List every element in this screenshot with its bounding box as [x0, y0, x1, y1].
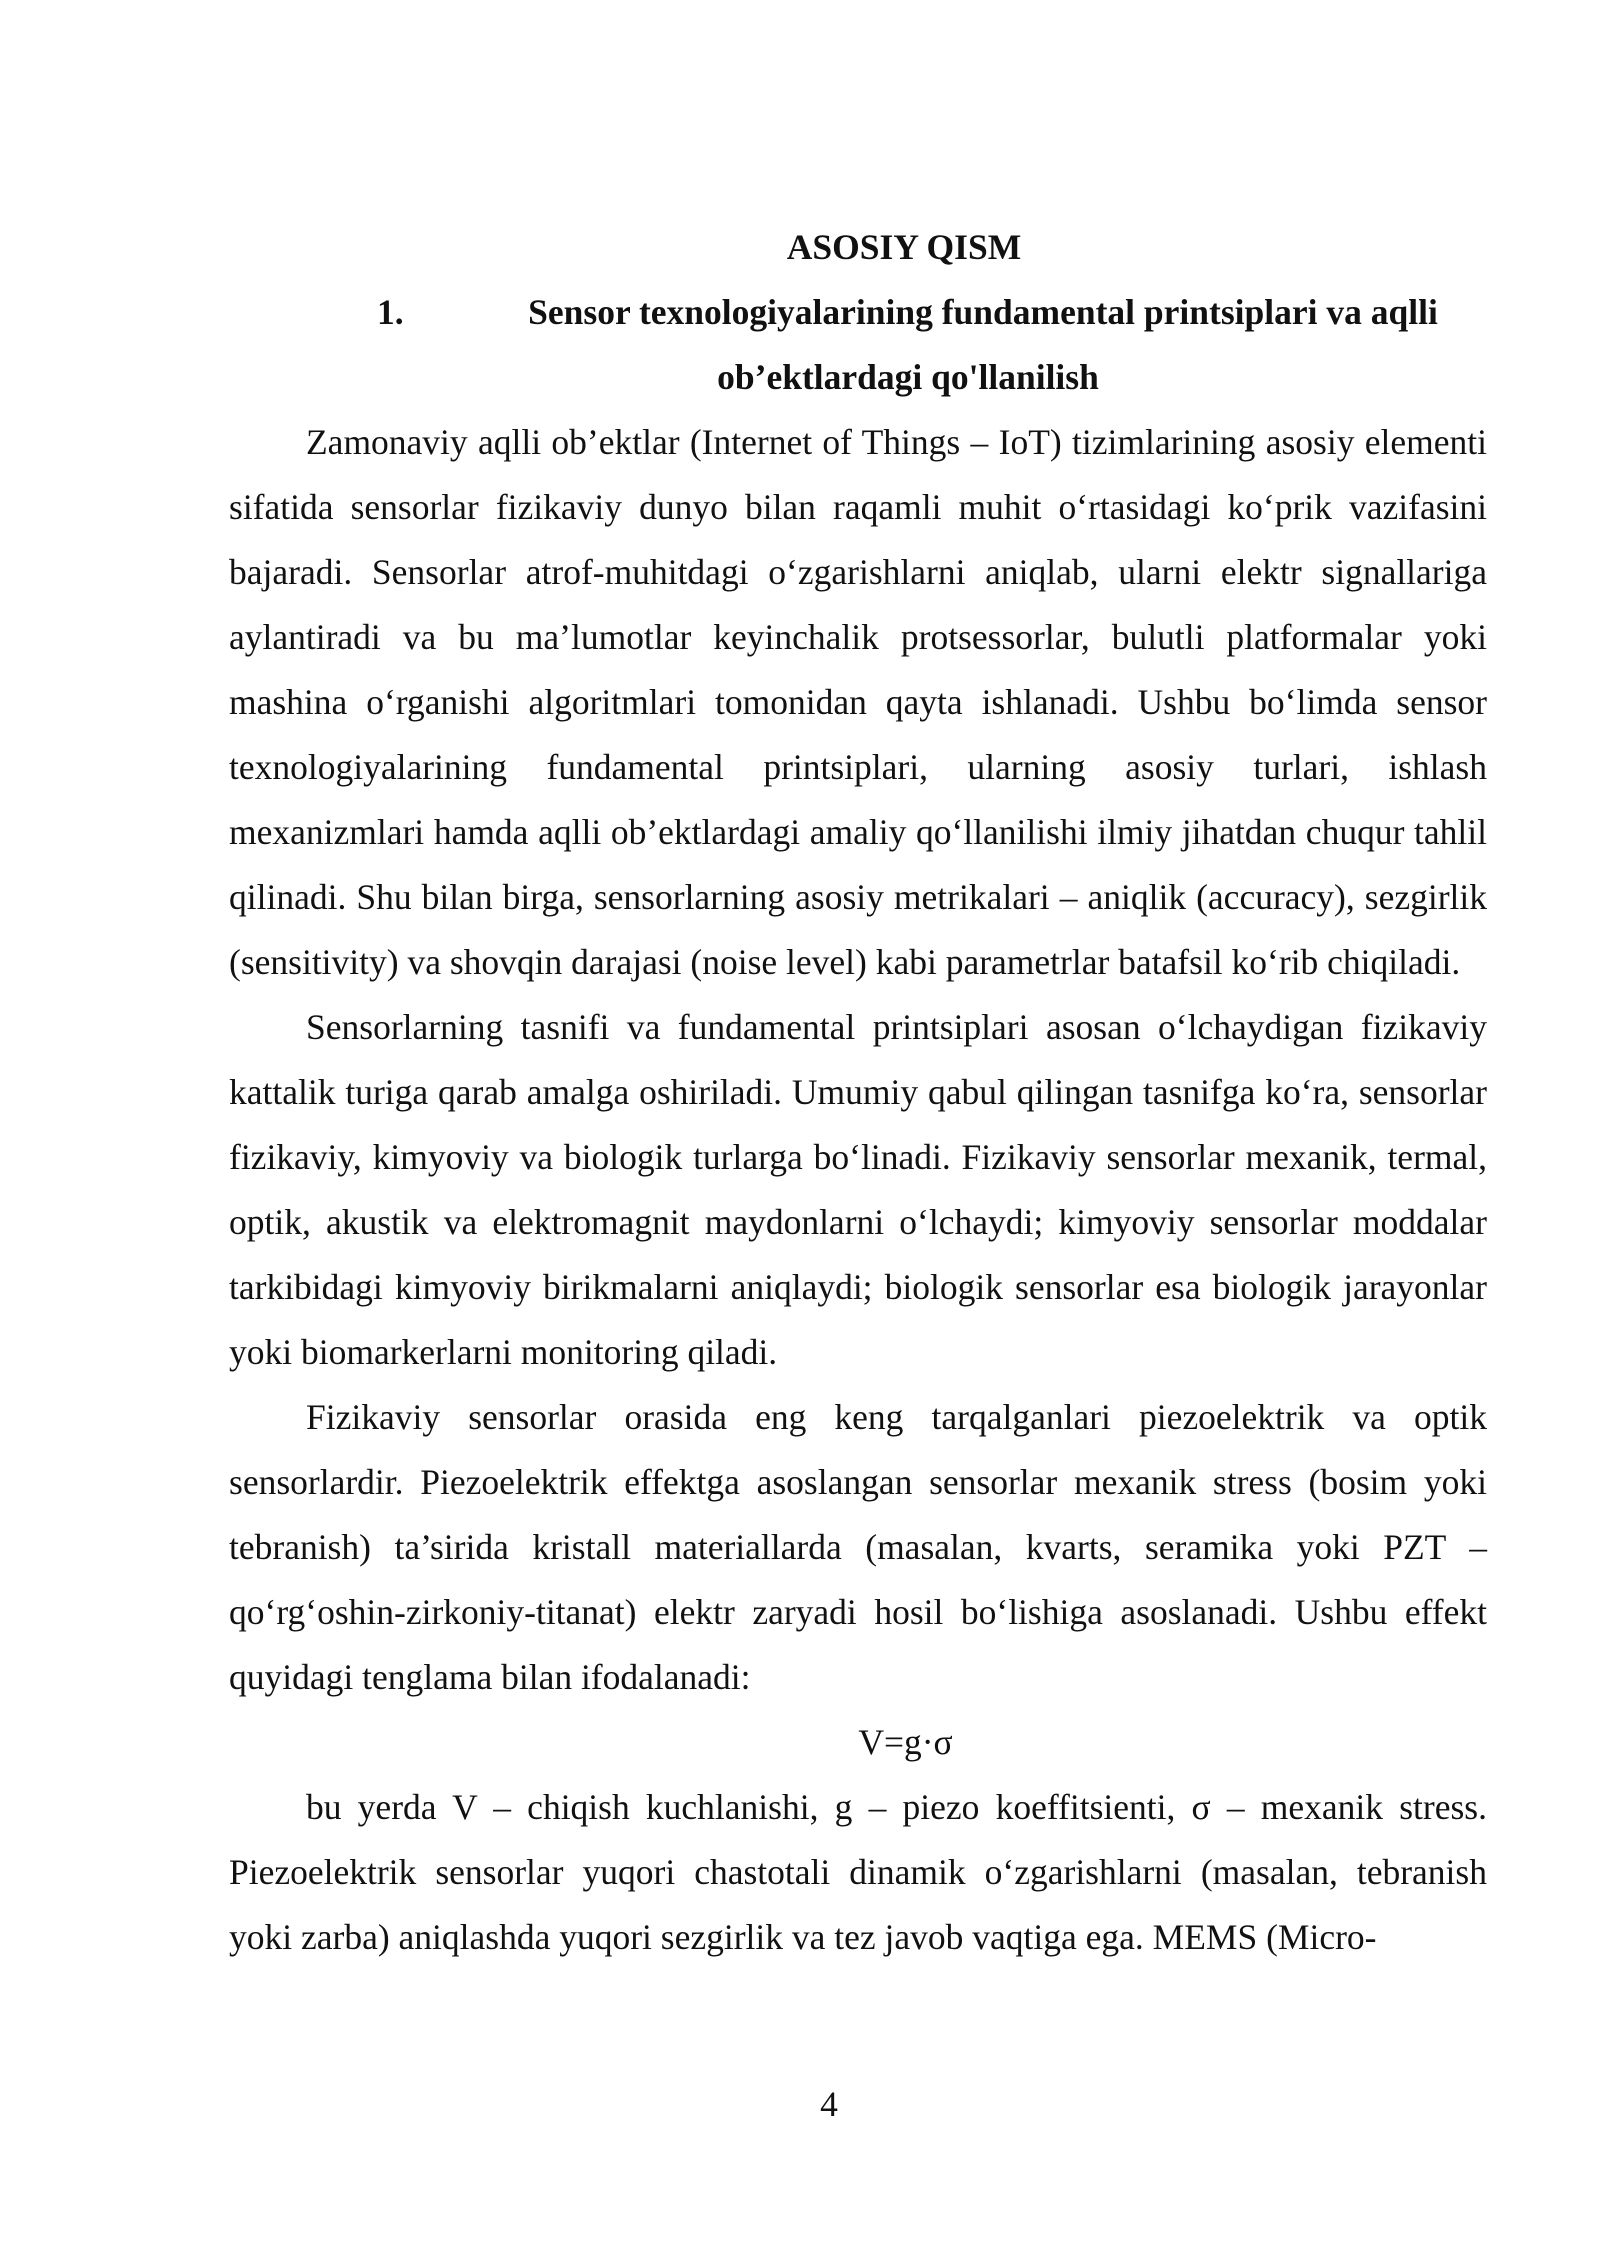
subsection-number: 1.: [377, 292, 404, 332]
formula: V=g·σ: [858, 1722, 953, 1762]
subsection-title-line2: ob’ektlardagi qo'llanilish: [717, 357, 1099, 397]
paragraph-physical-sensors: Fizikaviy sensorlar orasida eng keng tarqalganlari piezoelektrik va optik sensorlardir. Piezoelektrik effektga asoslangan sensorlar mexanik stress (bosim yoki tebranish) ta’sirida kristall materiallarda (masalan, kvarts, seramika yoki PZT – qoʻrgʻoshin-zirkoniy-titanat) elektr zaryadi hosil boʻlishiga asoslanadi. Ushbu effekt quyidagi tenglama bilan ifodalanadi:: [229, 1397, 1487, 1697]
page-content: [229, 215, 1487, 1970]
page-number: 4: [820, 2084, 838, 2124]
subsection-heading-continued: [229, 345, 1487, 410]
subsection-heading: [229, 280, 1487, 345]
section-title: ASOSIY QISM: [786, 227, 1022, 267]
paragraph-intro: Zamonaviy aqlli ob’ektlar (Internet of Things – IoT) tizimlarining asosiy elementi sifatida sensorlar fizikaviy dunyo bilan raqamli muhit oʻrtasidagi koʻprik vazifasini bajaradi. Sensorlar atrof-muhitdagi oʻzgarishlarni aniqlab, ularni elektr signallariga aylantiradi va bu ma’lumotlar keyinchalik protsessorlar, bulutli platformalar yoki mashina oʻrganishi algoritmlari tomonidan qayta ishlanadi. Ushbu boʻlimda sensor texnologiyalarining fundamental printsiplari, ularning asosiy turlari, ishlash mexanizmlari hamda aqlli ob’ektlardagi amaliy qoʻllanilishi ilmiy jihatdan chuqur tahlil qilinadi. Shu bilan birga, sensorlarning asosiy metrikalari – aniqlik (accuracy), sezgirlik (sensitivity) va shovqin darajasi (noise level) kabi parametrlar batafsil koʻrib chiqiladi.: [229, 422, 1487, 982]
paragraph-formula-explanation: bu yerda V – chiqish kuchlanishi, g – piezo koeffitsienti, σ – mexanik stress. Piezoelektrik sensorlar yuqori chastotali dinamik oʻzgarishlarni (masalan, tebranish yoki zarba) aniqlashda yuqori sezgirlik va tez javob vaqtiga ega. MEMS (Micro-: [229, 1787, 1487, 1957]
subsection-title-line1: Sensor texnologiyalarining fundamental printsiplari va aqlli: [528, 292, 1438, 332]
paragraph-classification: Sensorlarning tasnifi va fundamental printsiplari asosan oʻlchaydigan fizikaviy kattalik turiga qarab amalga oshiriladi. Umumiy qabul qilingan tasnifga koʻra, sensorlar fizikaviy, kimyoviy va biologik turlarga boʻlinadi. Fizikaviy sensorlar mexanik, termal, optik, akustik va elektromagnit maydonlarni oʻlchaydi; kimyoviy sensorlar moddalar tarkibidagi kimyoviy birikmalarni aniqlaydi; biologik sensorlar esa biologik jarayonlar yoki biomarkerlarni monitoring qiladi.: [229, 1007, 1487, 1372]
